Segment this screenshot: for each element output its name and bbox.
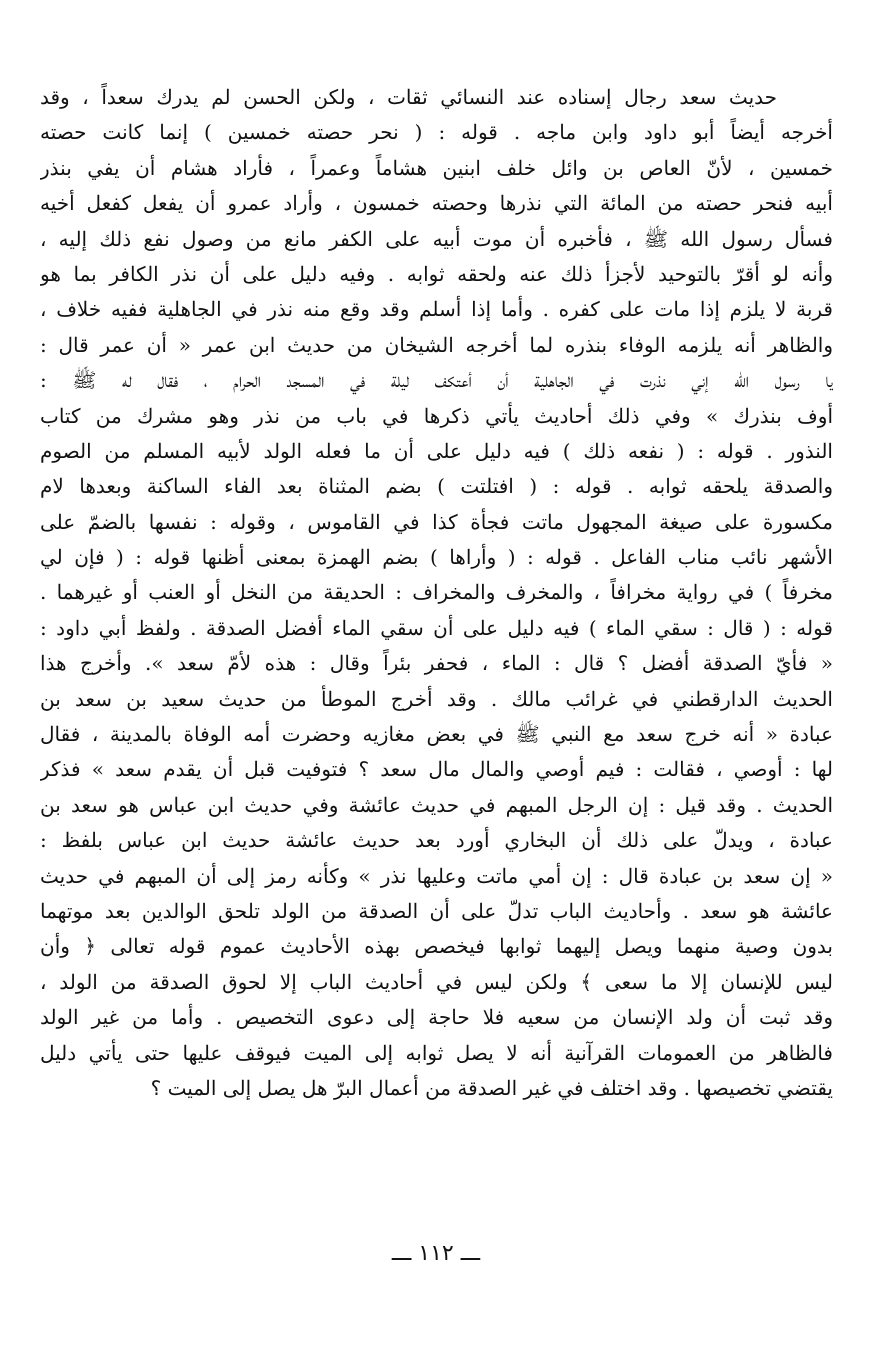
text-line: قوله : ( قال : سقي الماء ) فيه دليل على أن سقي الماء أفضل الصدقة . ولفظ أبي داود : xyxy=(40,615,833,640)
text-line: « إن سعد بن عبادة قال : إن أمي ماتت وعليها نذر » وكأنه رمز إلى أن المبهم في حديث xyxy=(40,863,833,888)
page-number: ـــ ١١٢ ـــ xyxy=(391,1241,481,1266)
text-line: فالظاهر من العمومات القرآنية أنه لا يصل ثوابه إلى الميت فيوقف عليها حتى يأتي دليل xyxy=(40,1040,833,1065)
text-line: وأنه لو أقرّ بالتوحيد لأجزأ ذلك عنه ولحقه ثوابه . وفيه دليل على أن نذر الكافر بما هو xyxy=(40,261,833,286)
text-line: والصدقة يلحقه ثوابه . قوله : ( افتلتت ) بضم المثناة بعد الفاء الساكنة وبعدها لام xyxy=(40,474,833,499)
body-text xyxy=(40,80,833,1106)
text-line: فسأل رسول الله ﷺ ، فأخبره أن موت أبيه على الكفر مانع من وصول نفع ذلك إليه ، xyxy=(40,226,833,251)
text-line: أبيه فنحر حصته من المائة التي نذرها وحصته خمسون ، وأراد عمرو أن يفعل كفعل أخيه xyxy=(40,191,833,216)
text-line: النذور . قوله : ( نفعه ذلك ) فيه دليل على أن ما فعله الولد لأبيه المسلم من الصوم xyxy=(40,438,833,463)
text-line: لها : أوصي ، فقالت : فيم أوصي والمال مال سعد ؟ فتوفيت قبل أن يقدم سعد » فذكر xyxy=(40,757,833,782)
text-line: أخرجه أيضاً أبو داود وابن ماجه . قوله : ( نحر حصته خمسين ) إنما كانت حصته xyxy=(40,120,833,145)
text-line: الحديث الدارقطني في غرائب مالك . وقد أخرج الموطأ من حديث سعيد بن سعد بن xyxy=(40,686,833,711)
text-line: عبادة ، ويدلّ على ذلك أن البخاري أورد بعد حديث عائشة حديث ابن عباس بلفظ : xyxy=(40,828,833,853)
text-line: قربة لا يلزم إذا مات على كفره . وأما إذا أسلم وقد وقع منه نذر في الجاهلية ففيه خلاف ، xyxy=(40,297,833,322)
text-line: والظاهر أنه يلزمه الوفاء بنذره لما أخرجه الشيخان من حديث ابن عمر « أن عمر قال : xyxy=(40,332,833,357)
text-line: عبادة « أنه خرج سعد مع النبي ﷺ في بعض مغازيه وحضرت أمه الوفاة بالمدينة ، فقال xyxy=(40,722,833,747)
text-line: أوف بنذرك » وفي ذلك أحاديث يأتي ذكرها في باب من نذر وهو مشرك من كتاب xyxy=(40,403,833,428)
text-line: حديث سعد رجال إسناده عند النسائي ثقات ، ولكن الحسن لم يدرك سعداً ، وقد xyxy=(40,85,777,109)
text-line: يقتضي تخصيصها . وقد اختلف في غير الصدقة من أعمال البرّ هل يصل إلى الميت ؟ xyxy=(150,1075,833,1100)
text-line: بدون وصية منهما ويصل إليهما ثوابها فيخصص بهذه الأحاديث عموم قوله تعالى ﴿ وأن xyxy=(40,934,833,959)
text-line: مكسورة على صيغة المجهول ماتت فجأة كذا في القاموس ، وقوله : نفسها بالضمّ على xyxy=(40,509,833,534)
text-line: الحديث . وقد قيل : إن الرجل المبهم في حديث عائشة وفي حديث ابن عباس هو سعد بن xyxy=(40,792,833,817)
text-line: وقد ثبت أن ولد الإنسان من سعيه فلا حاجة إلى دعوى التخصيص . وأما من غير الولد xyxy=(40,1005,833,1030)
text-line: « فأيّ الصدقة أفضل ؟ قال : الماء ، فحفر بئراً وقال : هذه لأمّ سعد ». وأخرج هذا xyxy=(40,651,833,676)
text-line: يا رسول الله إني نذرت في الجاهلية أن أعتكف ليلة في المسجد الحرام ، فقال له ﷺ : xyxy=(40,368,833,393)
text-line: عائشة هو سعد . وأحاديث الباب تدلّ على أن الصدقة من الولد تلحق الوالدين بعد موتهما xyxy=(40,898,833,923)
text-line: مخرفاً ) في رواية مخرافاً ، والمخرف والمخراف : الحديقة من النخل أو العنب أو غيرهما . xyxy=(40,580,833,605)
text-line: الأشهر نائب مناب الفاعل . قوله : ( وأراها ) بضم الهمزة بمعنى أظنها قوله : ( فإن لي xyxy=(40,545,833,570)
text-line: خمسين ، لأنّ العاص بن وائل خلف ابنين هشاماً وعمراً ، فأراد هشام أن يفي بنذر xyxy=(40,155,833,180)
text-line: ليس للإنسان إلا ما سعى ﴾ ولكن ليس في أحاديث الباب إلا لحوق الصدقة من الولد ، xyxy=(40,969,833,994)
